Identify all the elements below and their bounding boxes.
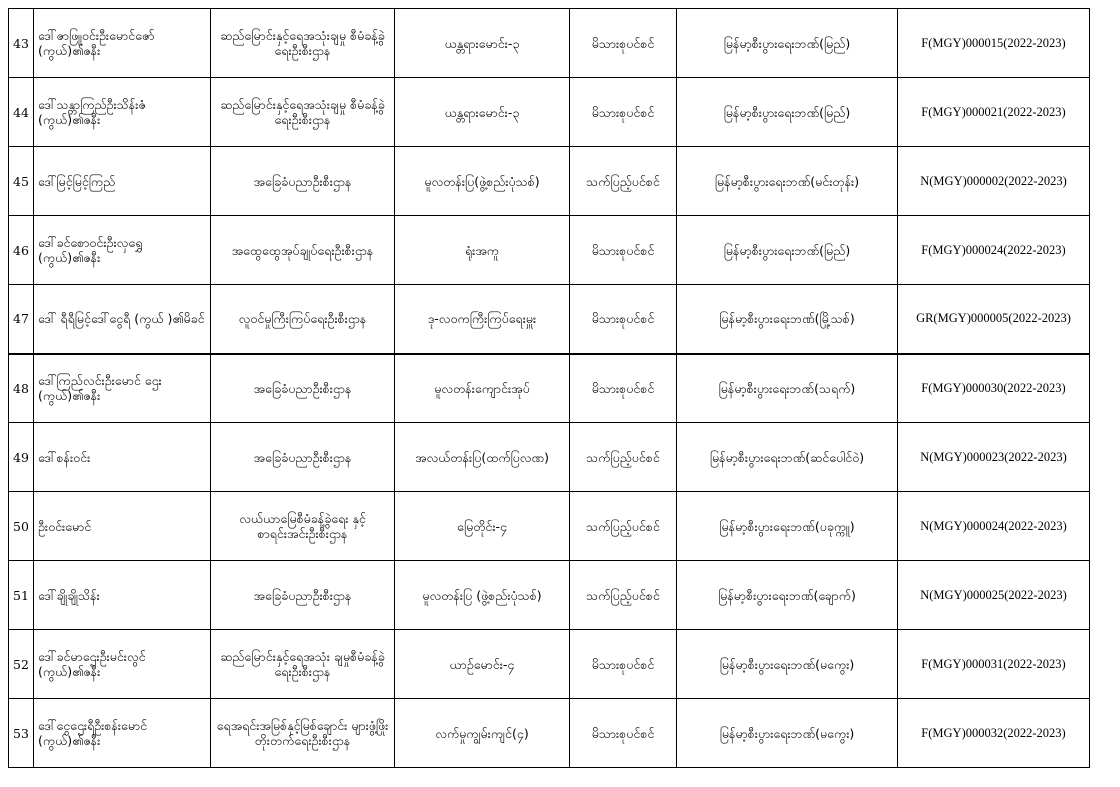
row-number: 51 xyxy=(9,561,34,630)
pension-type: သက်ပြည့်ပင်စင် xyxy=(570,423,677,492)
table-row xyxy=(9,285,1090,354)
table-row xyxy=(9,216,1090,285)
pensioner-name: ဒေါ်မြင့်မြင့်ကြည် xyxy=(34,147,211,216)
table-row xyxy=(9,423,1090,492)
position: မူလတန်းပြ (ဖွဲ့စည်းပုံသစ်) xyxy=(395,561,570,630)
position: ဒု-လဝကကြီးကြပ်ရေးမှူး xyxy=(395,285,570,354)
row-number: 47 xyxy=(9,285,34,354)
bank-branch: မြန်မာ့စီးပွားရေးဘဏ်(ဆင်ပေါင်ဝဲ) xyxy=(677,423,898,492)
table-row xyxy=(9,561,1090,630)
pensioner-name: ဒေါ်ခင်စောဝင်းဦးလှရွှေ (ကွယ်)၏ဇနီး xyxy=(34,216,211,285)
position: လက်မှုကျွမ်းကျင်(၄) xyxy=(395,699,570,768)
pensioner-name: ဒေါ်ခင်မာဌေးဦးမင်းလွင် (ကွယ်)၏ဇနီး xyxy=(34,630,211,699)
row-number: 52 xyxy=(9,630,34,699)
pension-table xyxy=(8,8,1090,768)
position: ယန္တရားမောင်း-၃ xyxy=(395,78,570,147)
registration-number: N(MGY)000024(2022-2023) xyxy=(898,492,1090,561)
pension-type: မိသားစုပင်စင် xyxy=(570,216,677,285)
pension-type: သက်ပြည့်ပင်စင် xyxy=(570,492,677,561)
table-row xyxy=(9,630,1090,699)
registration-number: N(MGY)000002(2022-2023) xyxy=(898,147,1090,216)
table-body xyxy=(9,9,1090,768)
row-number: 48 xyxy=(9,354,34,423)
department: လူဝင်မှုကြီးကြပ်ရေးဦးစီးဌာန xyxy=(211,285,395,354)
department: ရေအရင်းအမြစ်နှင့်မြစ်ချောင်း များဖွံ့ဖြိုးတိုးတက်ရေးဦးစီးဌာန xyxy=(211,699,395,768)
pension-type: သက်ပြည့်ပင်စင် xyxy=(570,561,677,630)
pension-type: မိသားစုပင်စင် xyxy=(570,9,677,78)
bank-branch: မြန်မာ့စီးပွားရေးဘဏ်(ချောက်) xyxy=(677,561,898,630)
pensioner-name: ဒေါ်သန္တာကြည်ဦးသိန်းဇံ (ကွယ်)၏ဇနီး xyxy=(34,78,211,147)
department: အထွေထွေအုပ်ချုပ်ရေးဦးစီးဌာန xyxy=(211,216,395,285)
pension-type: မိသားစုပင်စင် xyxy=(570,285,677,354)
pension-type: မိသားစုပင်စင် xyxy=(570,699,677,768)
table-row xyxy=(9,699,1090,768)
row-number: 49 xyxy=(9,423,34,492)
pensioner-name: ဒေါ် ရီရီမြင့်ဒေါ်ငွေရီ (ကွယ် )၏မိခင် xyxy=(34,285,211,354)
department: အခြေခံပညာဦးစီးဌာန xyxy=(211,147,395,216)
row-number: 50 xyxy=(9,492,34,561)
pensioner-name: ဒေါ်ချိုချိုသိန်း xyxy=(34,561,211,630)
pensioner-name: ဒေါ်ငွေဌေးရီဦးစန်းမောင် (ကွယ်)၏ဇနီး xyxy=(34,699,211,768)
department: လယ်ယာမြေစီမံခန့်ခွဲရေး နှင့်စာရင်းအင်းဦးစီးဌာန xyxy=(211,492,395,561)
registration-number: N(MGY)000025(2022-2023) xyxy=(898,561,1090,630)
table-row xyxy=(9,354,1090,423)
registration-number: F(MGY)000015(2022-2023) xyxy=(898,9,1090,78)
position: ရုံးအကူ xyxy=(395,216,570,285)
pensioner-name: ဒေါ်စန်းဝင်း xyxy=(34,423,211,492)
bank-branch: မြန်မာ့စီးပွားရေးဘဏ်(မင်းတုန်း) xyxy=(677,147,898,216)
registration-number: F(MGY)000032(2022-2023) xyxy=(898,699,1090,768)
pensioner-name: ဒေါ်ကြည်လင်းဦးမောင် ဌေး (ကွယ်)၏ဇနီး xyxy=(34,354,211,423)
bank-branch: မြန်မာ့စီးပွားရေးဘဏ်(မကွေး) xyxy=(677,630,898,699)
registration-number: GR(MGY)000005(2022-2023) xyxy=(898,285,1090,354)
pensioner-name: ဦးဝင်းမောင် xyxy=(34,492,211,561)
table-row xyxy=(9,78,1090,147)
position: မူလတန်းပြ(ဖွဲ့စည်းပုံသစ်) xyxy=(395,147,570,216)
registration-number: F(MGY)000024(2022-2023) xyxy=(898,216,1090,285)
pension-type: မိသားစုပင်စင် xyxy=(570,630,677,699)
registration-number: N(MGY)000023(2022-2023) xyxy=(898,423,1090,492)
bank-branch: မြန်မာ့စီးပွားရေးဘဏ်(မကွေး) xyxy=(677,699,898,768)
pension-type: သက်ပြည့်ပင်စင် xyxy=(570,147,677,216)
pensioner-name: ဒေါ်ဇာဖြူဝင်းဦးမောင်ဇော် (ကွယ်)၏ဇနီး xyxy=(34,9,211,78)
bank-branch: မြန်မာ့စီးပွားရေးဘဏ်(မြည်) xyxy=(677,78,898,147)
department: ဆည်မြောင်းနှင့်ရေအသုံးချမှု စီမံခန့်ခွဲရေးဦးစီးဌာန xyxy=(211,9,395,78)
position: ယန္တရားမောင်း-၃ xyxy=(395,9,570,78)
row-number: 46 xyxy=(9,216,34,285)
bank-branch: မြန်မာ့စီးပွားရေးဘဏ်(မြည်) xyxy=(677,9,898,78)
row-number: 53 xyxy=(9,699,34,768)
department: ဆည်မြောင်းနှင့်ရေအသုံးချမှု စီမံခန့်ခွဲရေးဦးစီးဌာန xyxy=(211,78,395,147)
position: ယာဉ်မောင်း-၄ xyxy=(395,630,570,699)
registration-number: F(MGY)000031(2022-2023) xyxy=(898,630,1090,699)
department: ဆည်မြောင်းနှင့်ရေအသုံး ချမှုစီမံခန့်ခွဲရေးဦးစီးဌာန xyxy=(211,630,395,699)
row-number: 45 xyxy=(9,147,34,216)
bank-branch: မြန်မာ့စီးပွားရေးဘဏ်(မြည်) xyxy=(677,216,898,285)
bank-branch: မြန်မာ့စီးပွားရေးဘဏ်(သရက်) xyxy=(677,354,898,423)
table-row xyxy=(9,9,1090,78)
registration-number: F(MGY)000030(2022-2023) xyxy=(898,354,1090,423)
table-row xyxy=(9,147,1090,216)
position: အလယ်တန်းပြ(ထက်ပြလဏ) xyxy=(395,423,570,492)
row-number: 43 xyxy=(9,9,34,78)
pension-type: မိသားစုပင်စင် xyxy=(570,78,677,147)
position: မူလတန်းကျောင်းအုပ် xyxy=(395,354,570,423)
table-row xyxy=(9,492,1090,561)
bank-branch: မြန်မာ့စီးပွားရေးဘဏ်(ပခုက္ကူ) xyxy=(677,492,898,561)
department: အခြေခံပညာဦးစီးဌာန xyxy=(211,354,395,423)
department: အခြေခံပညာဦးစီးဌာန xyxy=(211,561,395,630)
row-number: 44 xyxy=(9,78,34,147)
registration-number: F(MGY)000021(2022-2023) xyxy=(898,78,1090,147)
department: အခြေခံပညာဦးစီးဌာန xyxy=(211,423,395,492)
position: မြေတိုင်း-၄ xyxy=(395,492,570,561)
bank-branch: မြန်မာ့စီးပွားရေးဘဏ်(မြို့သစ်) xyxy=(677,285,898,354)
pension-type: မိသားစုပင်စင် xyxy=(570,354,677,423)
